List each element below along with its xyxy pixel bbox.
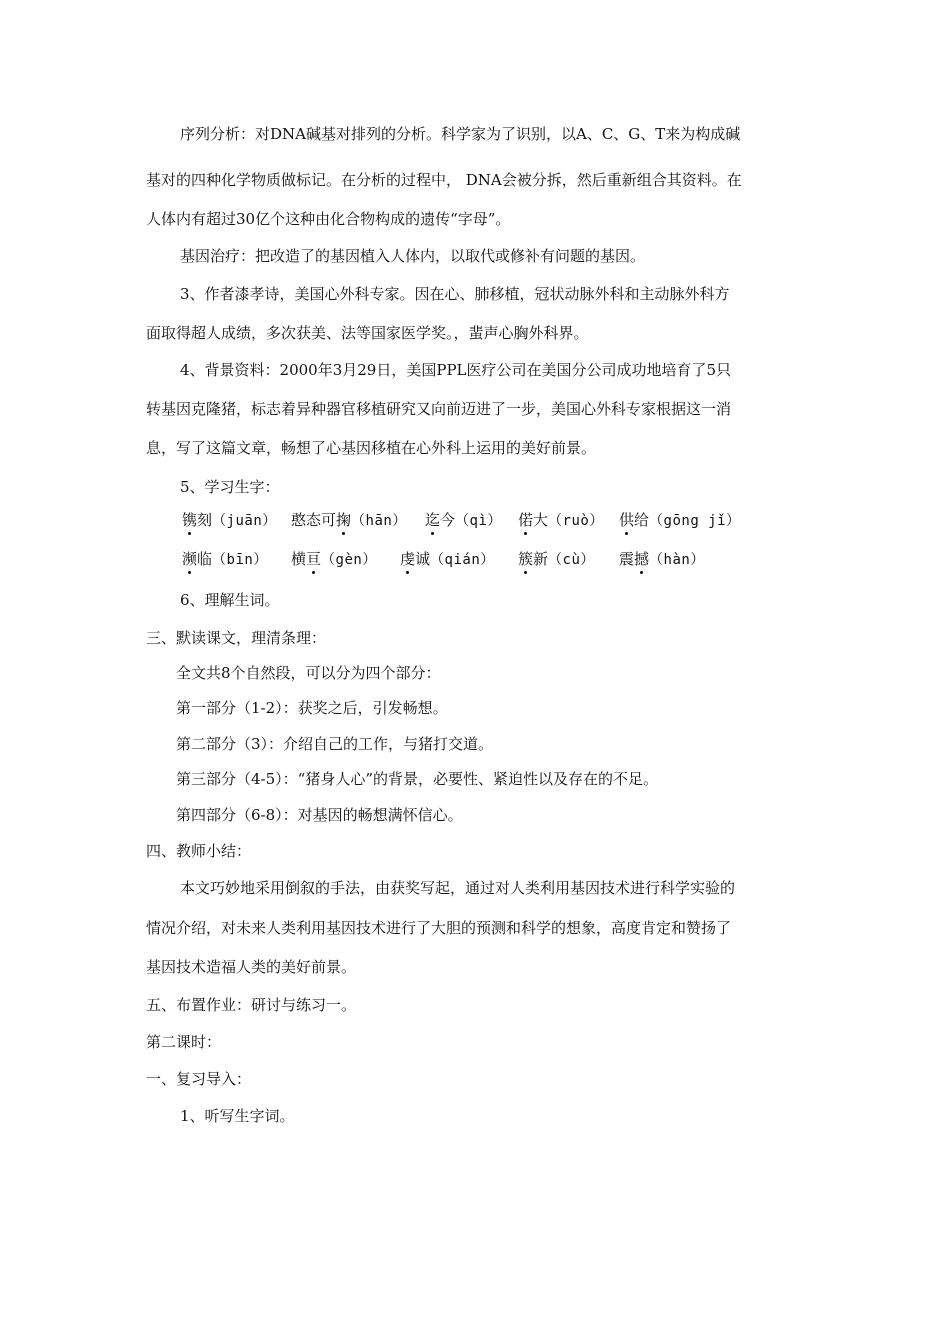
- vocab-rest: 临: [197, 550, 213, 568]
- vocab-item: [518, 510, 604, 531]
- vocab-rest: 新: [533, 550, 549, 568]
- vocab-item: [619, 510, 741, 531]
- paragraph-background-line-3: 息，写了这篇文章，畅想了心基因移植在心外科上运用的美好前景。: [146, 439, 597, 457]
- dotted-char: 濒: [182, 550, 198, 568]
- vocab-pre: 憨态可: [291, 511, 337, 529]
- vocab-pre: 震: [619, 550, 635, 568]
- dotted-char: 亘: [306, 550, 322, 568]
- part-4: 第四部分（6-8）：对基因的畅想满怀信心。: [176, 806, 463, 824]
- vocab-item: [619, 549, 705, 570]
- summary-line-3: 基因技术造福人类的美好前景。: [146, 958, 357, 976]
- vocab-pinyin: （hàn）: [649, 552, 705, 568]
- dotted-char: 撼: [634, 550, 650, 568]
- paragraph-gene-therapy: 基因治疗：把改造了的基因植入人体内，以取代或修补有问题的基因。: [180, 247, 646, 265]
- dotted-char: 偌: [518, 511, 534, 529]
- vocab-pinyin: （cù）: [548, 552, 595, 568]
- section-4-title: 四、教师小结：: [146, 842, 252, 860]
- dotted-char: 簇: [518, 550, 534, 568]
- vocab-item: [291, 510, 407, 531]
- dictation-item: 1、听写生字词。: [180, 1107, 295, 1125]
- section-3-title: 三、默读课文，理清条理：: [146, 629, 327, 647]
- vocab-pinyin: （juān）: [212, 513, 277, 529]
- paragraph-sequence-analysis-line-2: 基对的四种化学物质做标记。在分析的过程中， DNA会被分拆，然后重新组合其资料。在: [146, 171, 742, 189]
- part-1: 第一部分（1-2）：获奖之后，引发畅想。: [176, 699, 448, 717]
- dotted-char: 虔: [400, 550, 416, 568]
- paragraph-background-line-1: 4、背景资料：2000年3月29日，美国PPL医疗公司在美国分公司成功地培育了5只: [180, 361, 732, 379]
- paragraph-author-line-1: 3、作者漆孝诗，美国心外科专家。因在心、肺移植，冠状动脉外科和主动脉外科方: [180, 285, 730, 303]
- review-title: 一、复习导入：: [146, 1070, 252, 1088]
- dotted-char: 迄: [425, 511, 441, 529]
- summary-line-1: 本文巧妙地采用倒叙的手法，由获奖写起，通过对人类利用基因技术进行科学实验的: [180, 879, 736, 897]
- vocab-item: [291, 549, 377, 570]
- vocab-rest: 给: [634, 511, 650, 529]
- second-lesson-heading: 第二课时：: [146, 1033, 222, 1051]
- section-3-intro: 全文共8个自然段，可以分为四个部分：: [176, 664, 441, 682]
- dotted-char: 掬: [336, 511, 352, 529]
- dotted-char: 镌: [182, 511, 198, 529]
- vocab-pinyin: （bīn）: [212, 552, 268, 568]
- vocab-pinyin: （gèn）: [321, 552, 377, 568]
- section-5-title: 五、布置作业：研讨与练习一。: [146, 996, 357, 1014]
- part-3: 第三部分（4-5）：“猪身人心”的背景，必要性、紧迫性以及存在的不足。: [176, 770, 658, 788]
- vocab-item: [518, 549, 595, 570]
- vocab-rest: 大: [533, 511, 549, 529]
- vocab-pinyin: （hān）: [351, 513, 407, 529]
- paragraph-author-line-2: 面取得超人成绩，多次获美、法等国家医学奖。，蜚声心胸外科界。: [146, 324, 589, 342]
- vocab-pinyin: （gōng jǐ）: [649, 513, 741, 529]
- vocab-rest: 刻: [197, 511, 213, 529]
- learn-new-words-heading: 5、学习生字：: [180, 478, 280, 496]
- paragraph-sequence-analysis-line-3: 人体内有超过30亿个这种由化合物构成的遗传“字母”。: [146, 210, 511, 228]
- understand-words-heading: 6、理解生词。: [180, 591, 280, 609]
- vocab-pre: 横: [291, 550, 307, 568]
- vocab-pinyin: （qián）: [430, 552, 495, 568]
- summary-line-2: 情况介绍，对未来人类利用基因技术进行了大胆的预测和科学的想象，高度肯定和赞扬了: [146, 919, 732, 937]
- vocab-rest: 今: [440, 511, 456, 529]
- vocab-rest: 诚: [415, 550, 431, 568]
- dotted-char: 供: [619, 511, 635, 529]
- vocab-pinyin: （ruò）: [548, 513, 604, 529]
- vocab-item: [182, 549, 268, 570]
- part-2: 第二部分（3）：介绍自己的工作，与猪打交道。: [176, 735, 494, 753]
- paragraph-sequence-analysis-line-1: 序列分析：对DNA碱基对排列的分析。科学家为了识别，以A、C、G、T来为构成碱: [180, 125, 741, 143]
- vocab-pinyin: （qì）: [455, 513, 502, 529]
- vocab-item: [400, 549, 495, 570]
- paragraph-background-line-2: 转基因克隆猪，标志着异种器官移植研究又向前迈进了一步，美国心外科专家根据这一消: [146, 400, 732, 418]
- vocab-item: [425, 510, 502, 531]
- vocab-item: [182, 510, 277, 531]
